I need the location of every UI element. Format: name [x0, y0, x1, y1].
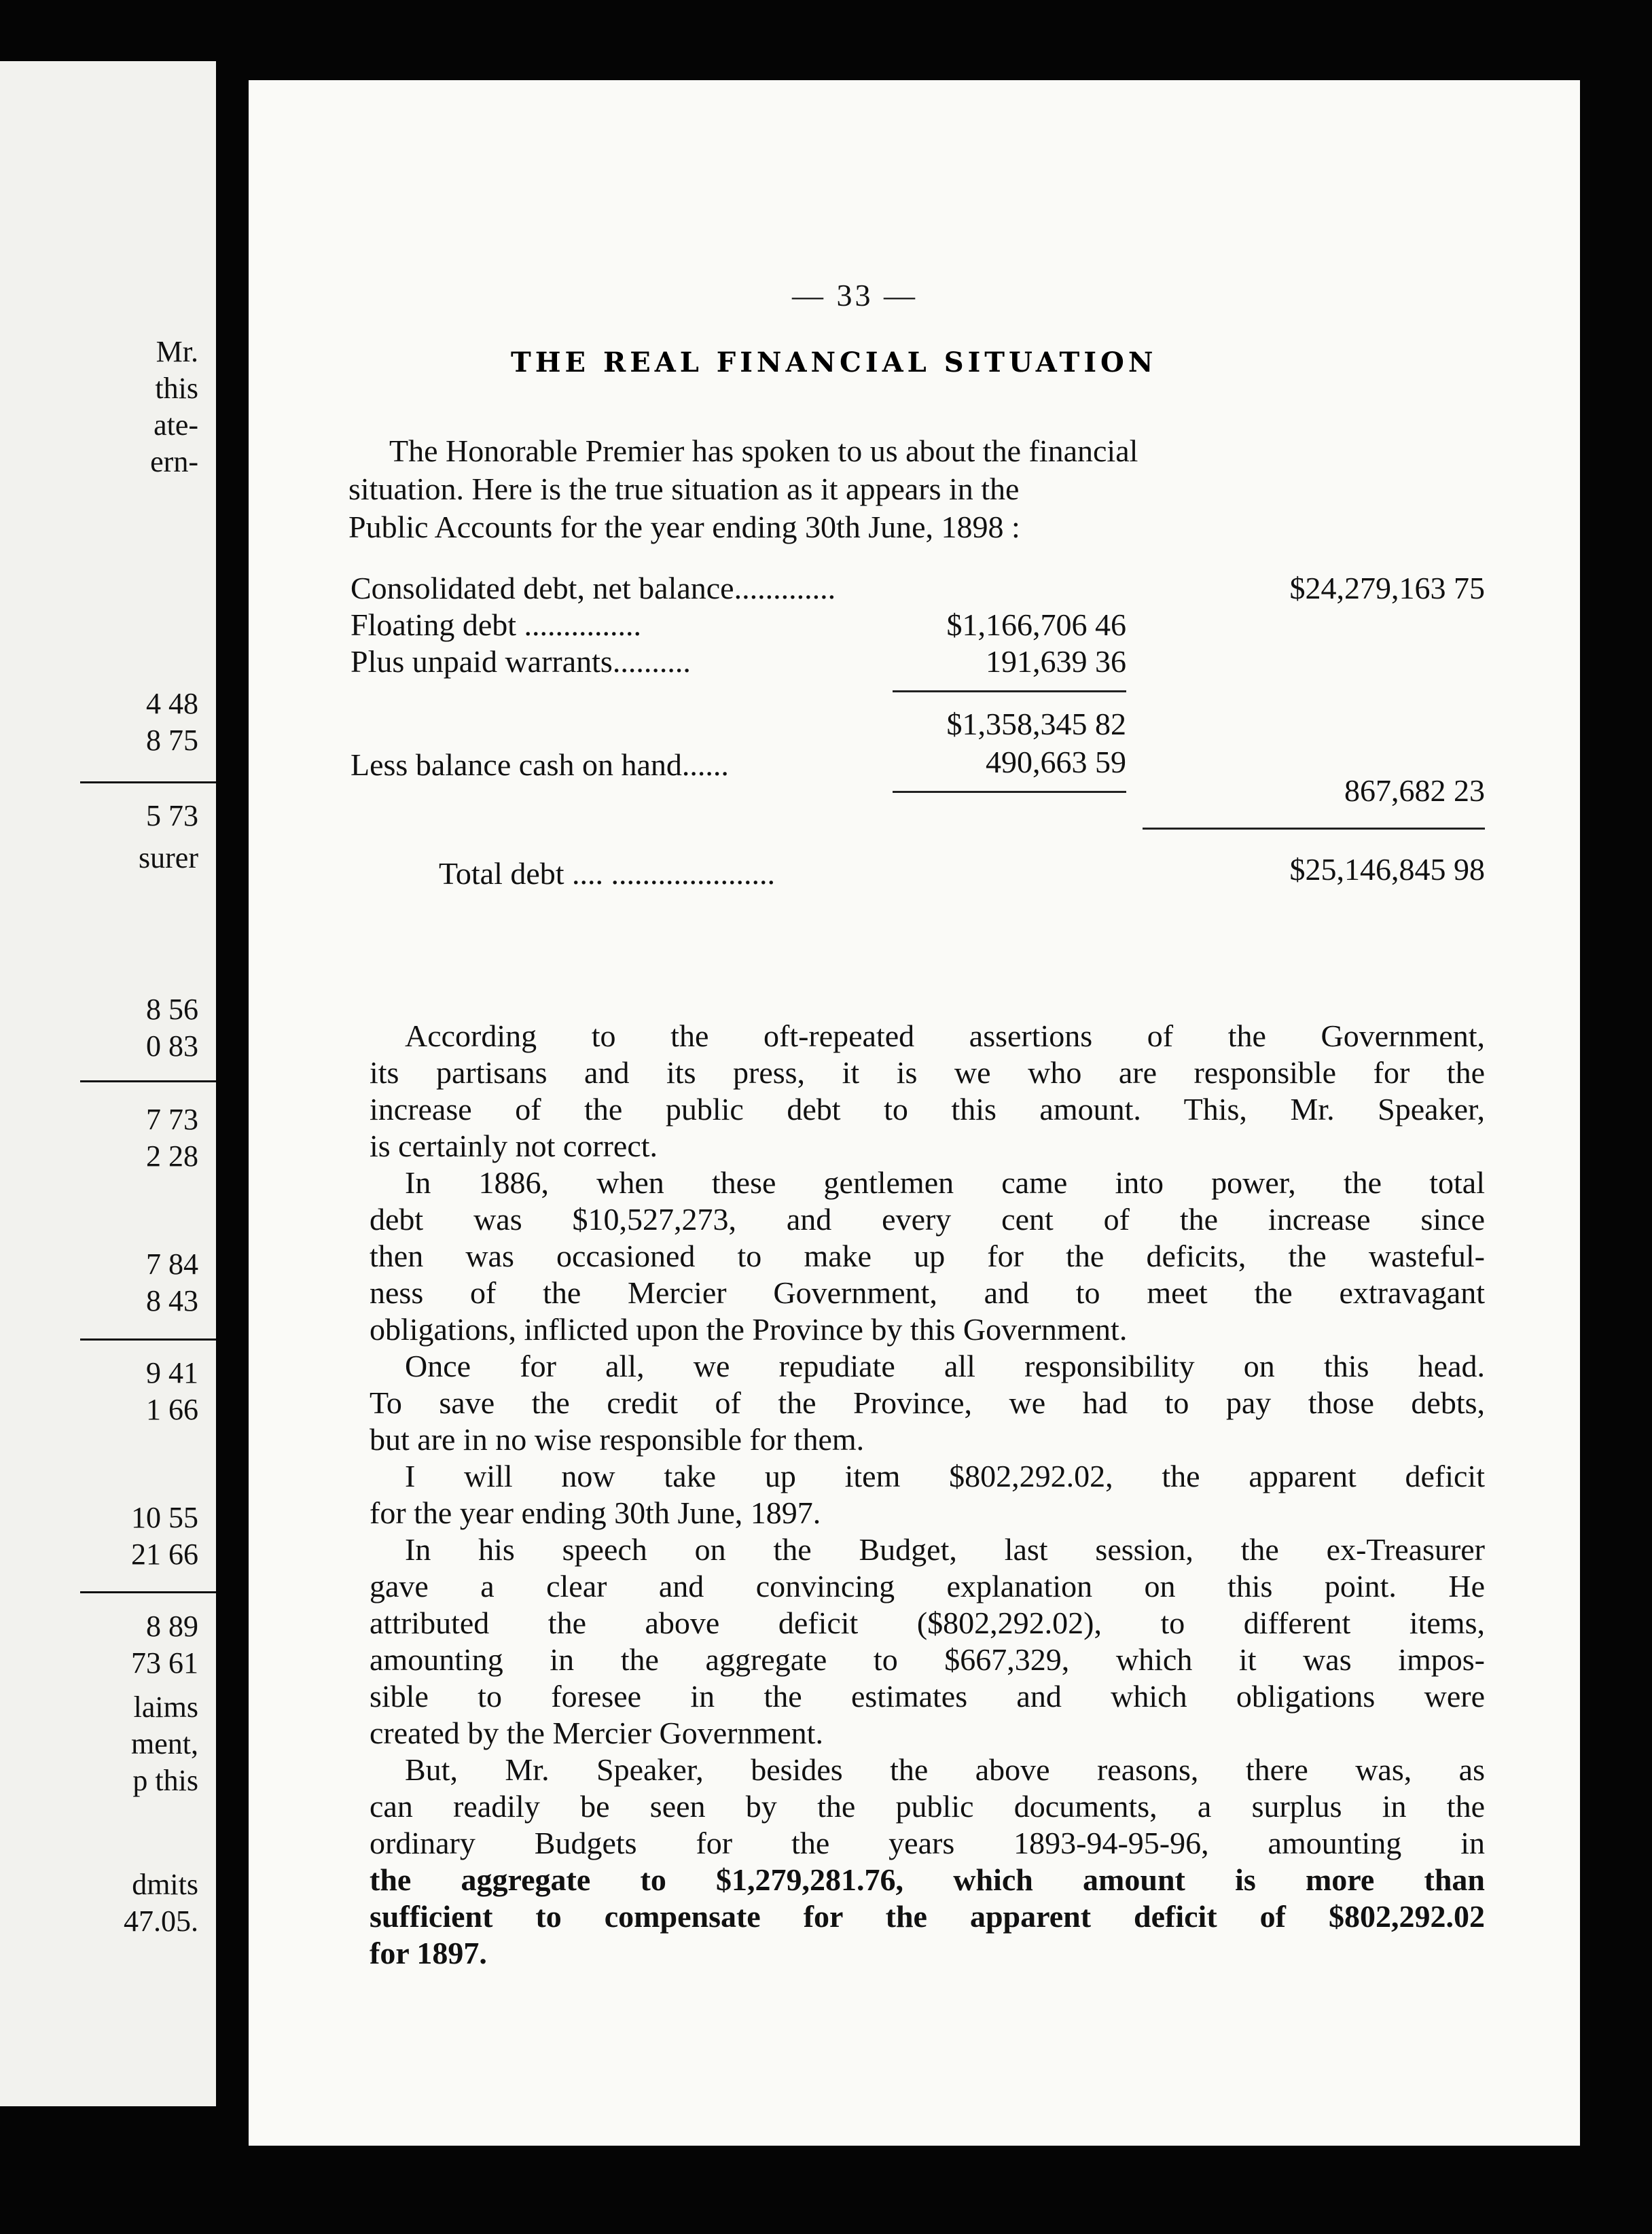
- body-line: According to the oft-repeated assertions of the Government,: [405, 1018, 1485, 1053]
- facing-page-line: ate-: [154, 408, 198, 442]
- unpaid-warrants-value: 191,639 36: [986, 644, 1126, 679]
- facing-page-line: 47.05.: [124, 1904, 198, 1938]
- facing-page-line: 1 66: [146, 1393, 198, 1426]
- facing-page-line: p this: [132, 1764, 198, 1797]
- facing-page-line: dmits: [132, 1868, 198, 1901]
- body-line: ordinary Budgets for the years 1893-94-95-96, amounting in: [370, 1826, 1485, 1860]
- floating-debt-label: Floating debt ...............: [351, 607, 642, 642]
- body-line: then was occasioned to make up for the deficits, the wasteful-: [370, 1239, 1485, 1273]
- facing-page-rule: [80, 1591, 216, 1593]
- total-debt-value: $25,146,845 98: [1289, 852, 1485, 887]
- body-line: I will now take up item $802,292.02, the apparent deficit: [405, 1459, 1485, 1493]
- facing-page-line: 8 43: [146, 1284, 198, 1317]
- facing-page-rule: [80, 1080, 216, 1082]
- facing-page-line: Mr.: [156, 335, 198, 368]
- body-line: sible to foresee in the estimates and which obligations were: [370, 1679, 1485, 1714]
- facing-page-line: 9 41: [146, 1356, 198, 1389]
- body-line: To save the credit of the Province, we had to pay those debts,: [370, 1385, 1485, 1420]
- facing-page-line: 8 75: [146, 724, 198, 757]
- intro-line: The Honorable Premier has spoken to us about the financial: [389, 433, 1138, 468]
- body-text: [370, 1018, 1485, 1972]
- facing-page-line: 10 55: [131, 1501, 198, 1534]
- facing-page-line: 73 61: [131, 1646, 198, 1680]
- facing-page-line: ment,: [131, 1727, 198, 1760]
- net-floating-value: 867,682 23: [1344, 773, 1485, 808]
- subtotal-rule: [893, 690, 1126, 692]
- body-line: can readily be seen by the public documents, a surplus in the: [370, 1789, 1485, 1824]
- body-line: In his speech on the Budget, last session, the ex-Treasurer: [405, 1532, 1485, 1567]
- facing-page-line: 2 28: [146, 1139, 198, 1173]
- body-line: created by the Mercier Government.: [370, 1716, 823, 1750]
- difference-rule: [893, 791, 1126, 793]
- consolidated-debt-label: Consolidated debt, net balance.............: [351, 571, 836, 605]
- floating-debt-value: $1,166,706 46: [946, 607, 1126, 642]
- consolidated-debt-value: $24,279,163 75: [1289, 571, 1485, 605]
- facing-page-line: 8 89: [146, 1610, 198, 1643]
- body-line: ness of the Mercier Government, and to meet the extravagant: [370, 1275, 1485, 1310]
- body-line: But, Mr. Speaker, besides the above reasons, there was, as: [405, 1752, 1485, 1787]
- facing-page-line: 5 73: [146, 799, 198, 832]
- facing-page-line: 8 56: [146, 993, 198, 1026]
- body-line: but are in no wise responsible for them.: [370, 1422, 865, 1457]
- facing-page-line: this: [155, 372, 198, 405]
- facing-page-line: surer: [139, 841, 198, 874]
- intro-line: Public Accounts for the year ending 30th June, 1898 :: [348, 510, 1020, 544]
- facing-page-rule: [80, 1338, 216, 1341]
- facing-page-rule: [80, 781, 216, 783]
- body-line: for 1897.: [370, 1936, 487, 1970]
- total-debt-label: Total debt .... .....................: [439, 856, 776, 891]
- body-line: its partisans and its press, it is we who are responsible for the: [370, 1055, 1485, 1090]
- section-heading: THE REAL FINANCIAL SITUATION: [511, 347, 1157, 378]
- body-line: increase of the public debt to this amount. This, Mr. Speaker,: [370, 1092, 1485, 1127]
- facing-page-line: 21 66: [131, 1538, 198, 1571]
- body-line: obligations, inflicted upon the Province by this Government.: [370, 1312, 1128, 1347]
- body-line: is certainly not correct.: [370, 1129, 658, 1163]
- facing-page-line: 0 83: [146, 1029, 198, 1063]
- less-cash-value: 490,663 59: [986, 745, 1126, 779]
- body-line: sufficient to compensate for the apparent deficit of $802,292.02: [370, 1899, 1485, 1934]
- intro-paragraph: [348, 432, 1476, 546]
- body-line: In 1886, when these gentlemen came into power, the total: [405, 1165, 1485, 1200]
- facing-page: [0, 61, 216, 2106]
- facing-page-line: 4 48: [146, 687, 198, 720]
- document-page: [249, 80, 1580, 2146]
- unpaid-warrants-label: Plus unpaid warrants..........: [351, 644, 691, 679]
- body-line: amounting in the aggregate to $667,329, which it was impos-: [370, 1642, 1485, 1677]
- body-line: the aggregate to $1,279,281.76, which amount is more than: [370, 1862, 1485, 1897]
- less-cash-label: Less balance cash on hand......: [351, 747, 729, 782]
- body-line: Once for all, we repudiate all responsibility on this head.: [405, 1349, 1485, 1383]
- page-number: — 33 —: [792, 278, 918, 313]
- facing-page-line: ern-: [150, 445, 198, 478]
- facing-page-line: laims: [133, 1690, 198, 1724]
- body-line: for the year ending 30th June, 1897.: [370, 1495, 821, 1530]
- facing-page-line: 7 73: [146, 1103, 198, 1136]
- facing-page-line: 7 84: [146, 1247, 198, 1281]
- body-line: attributed the above deficit ($802,292.02), to different items,: [370, 1606, 1485, 1640]
- intro-line: situation. Here is the true situation as it appears in the: [348, 472, 1020, 506]
- subtotal-value: $1,358,345 82: [946, 707, 1126, 741]
- body-line: debt was $10,527,273, and every cent of the increase since: [370, 1202, 1485, 1237]
- total-rule: [1143, 828, 1485, 830]
- body-line: gave a clear and convincing explanation on this point. He: [370, 1569, 1485, 1603]
